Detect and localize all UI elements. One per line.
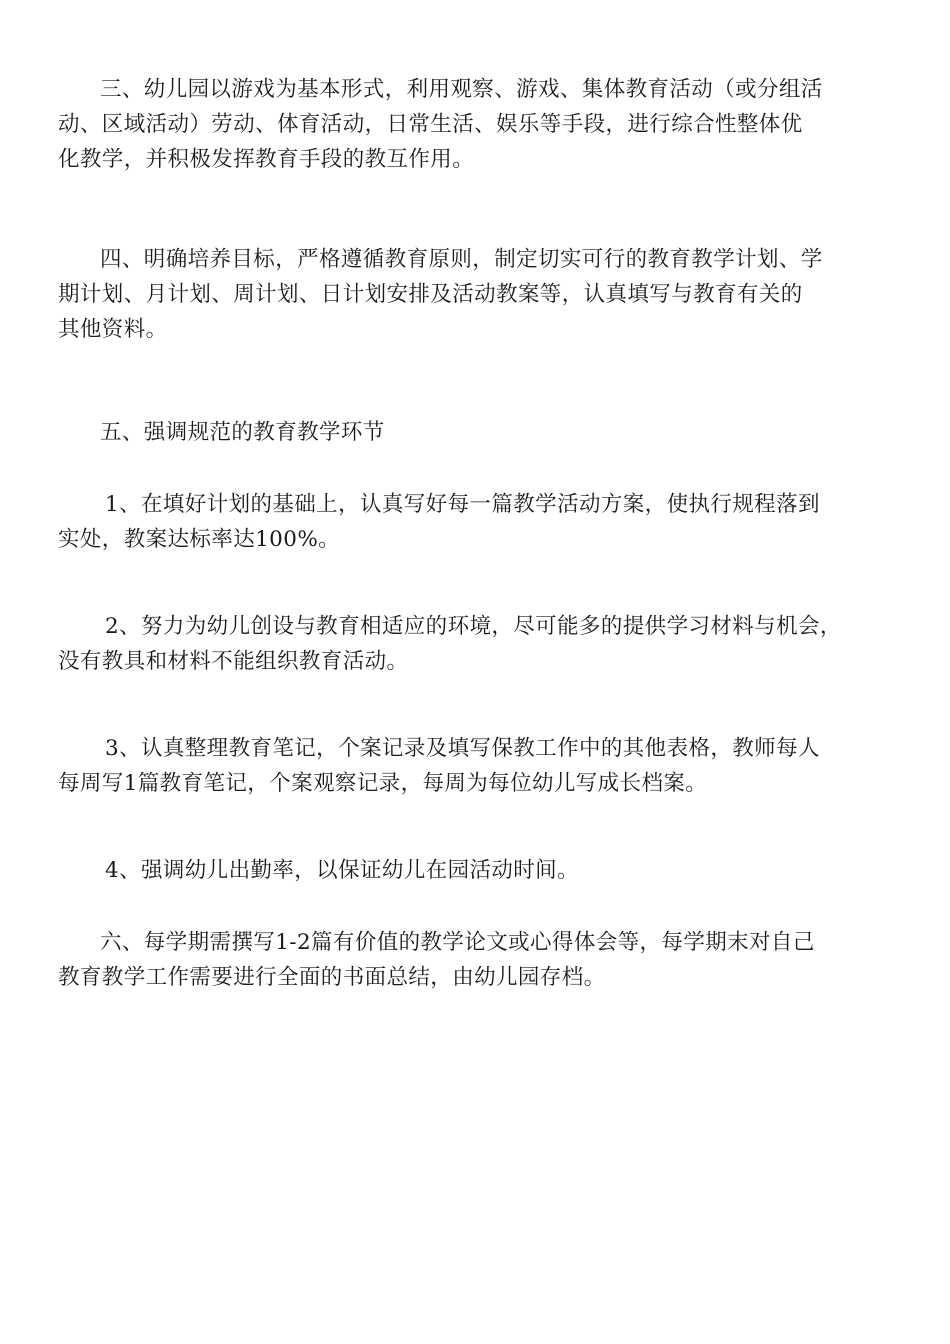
paragraph-line: 其他资料。 — [58, 317, 168, 342]
paragraph-5-item-3 — [58, 731, 890, 801]
paragraph-line: 没有教具和材料不能组织教育活动。 — [58, 649, 409, 674]
paragraph-line: 化教学，并积极发挥教育手段的教互作用。 — [58, 147, 475, 172]
paragraph-6 — [58, 925, 890, 995]
paragraph-line: 3、认真整理教育笔记，个案记录及填写保教工作中的其他表格，教师每人 — [105, 736, 820, 761]
paragraph-line: 六、每学期需撰写1-2篇有价值的教学论文或心得体会等，每学期末对自己 — [100, 930, 815, 955]
paragraph-line: 教育教学工作需要进行全面的书面总结，由幼儿园存档。 — [58, 965, 606, 990]
paragraph-line: 四、明确培养目标，严格遵循教育原则，制定切实可行的教育教学计划、学 — [100, 247, 823, 272]
paragraph-5-item-2 — [58, 609, 890, 679]
paragraph-line: 4、强调幼儿出勤率，以保证幼儿在园活动时间。 — [105, 858, 579, 883]
paragraph-line: 每周写1篇教育笔记，个案观察记录，每周为每位幼儿写成长档案。 — [58, 771, 708, 796]
paragraph-line: 1、在填好计划的基础上，认真写好每一篇教学活动方案，使执行规程落到 — [105, 492, 820, 517]
paragraph-line: 实处，教案达标率达100%。 — [58, 527, 341, 552]
paragraph-line: 2、努力为幼儿创设与教育相适应的环境，尽可能多的提供学习材料与机会， — [105, 614, 842, 639]
paragraph-line: 五、强调规范的教育教学环节 — [100, 420, 385, 445]
paragraph-line: 动、区域活动）劳动、体育活动，日常生活、娱乐等手段，进行综合性整体优 — [58, 112, 803, 137]
paragraph-line: 三、幼儿园以游戏为基本形式，利用观察、游戏、集体教育活动（或分组活 — [100, 77, 823, 102]
paragraph-4 — [58, 242, 890, 347]
paragraph-5-item-4 — [58, 853, 890, 888]
paragraph-3 — [58, 72, 890, 177]
paragraph-5-heading — [58, 415, 890, 450]
paragraph-5-item-1 — [58, 487, 890, 557]
paragraph-line: 期计划、月计划、周计划、日计划安排及活动教案等，认真填写与教育有关的 — [58, 282, 803, 307]
